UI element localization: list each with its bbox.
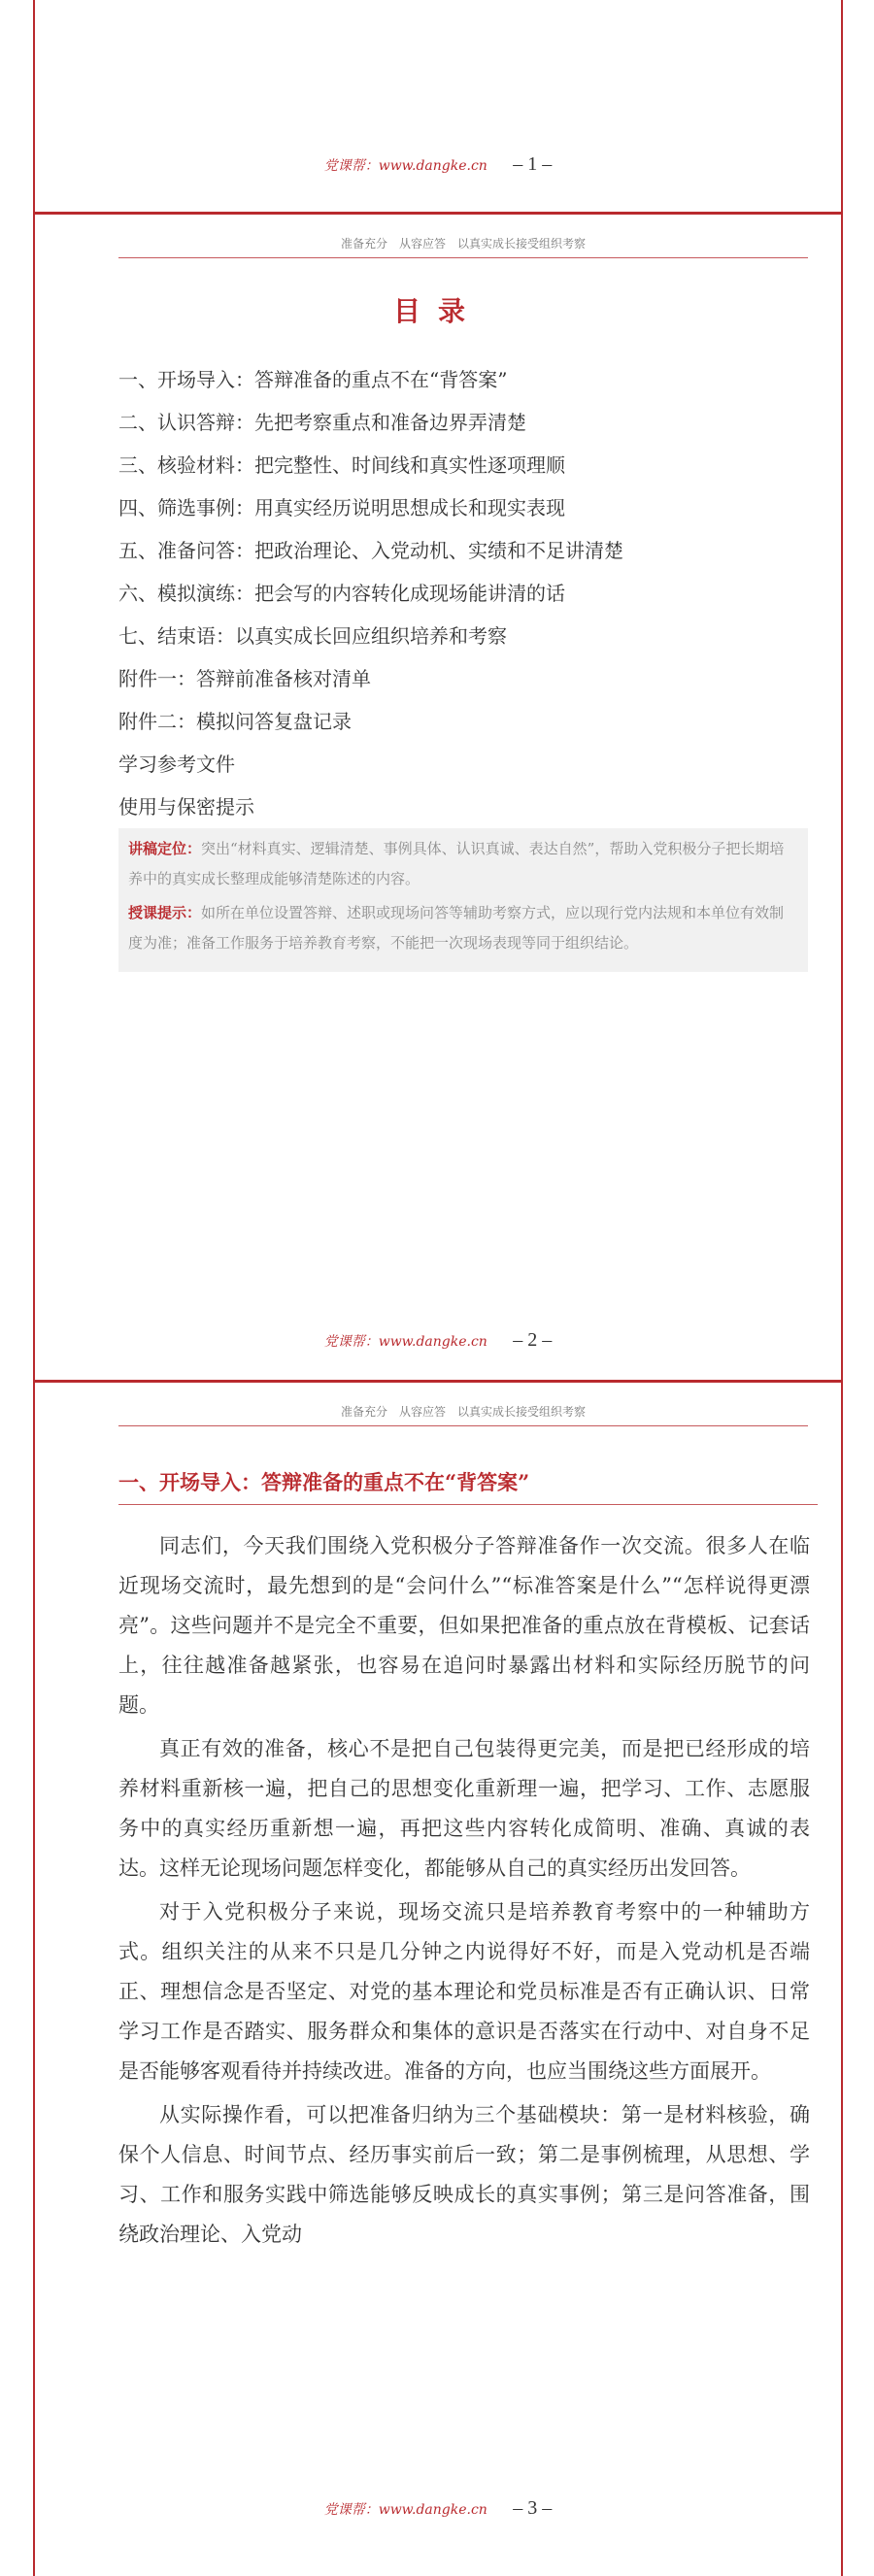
toc-item[interactable]: 二、认识答辩：先把考察重点和准备边界弄清楚 bbox=[118, 411, 526, 434]
positioning-note bbox=[128, 834, 798, 894]
footer-site: 党课帮：www.dangke.cn bbox=[323, 2502, 487, 2518]
page-header: 准备充分 从容应答 以真实成长接受组织考察 bbox=[118, 1403, 808, 1426]
toc-item[interactable]: 四、筛选事例：用真实经历说明思想成长和现实表现 bbox=[118, 496, 565, 519]
paragraph: 从实际操作看，可以把准备归纳为三个基础模块：第一是材料核验，确保个人信息、时间节点、经历事实前后一致；第二是事例梳理，从思想、学习、工作和服务实践中筛选能够反映成长的真实事例；第三是问答准备，围绕政治理论、入党动 bbox=[118, 2103, 810, 2246]
section-body bbox=[118, 1526, 810, 2258]
toc-item[interactable]: 使用与保密提示 bbox=[118, 795, 254, 819]
page-1 bbox=[33, 0, 843, 212]
page-2 bbox=[33, 215, 843, 1395]
page-number: – 2 – bbox=[513, 1329, 553, 1351]
paragraph: 对于入党积极分子来说，现场交流只是培养教育考察中的一种辅助方式。组织关注的从来不只是几分钟之内说得好不好，而是入党动机是否端正、理想信念是否坚定、对党的基本理论和党员标准是否有正确认识、日常学习工作是否踏实、服务群众和集体的意识是否落实在行动中、对自身不足是否能够客观看待并持续改进。准备的方向，也应当围绕这些方面展开。 bbox=[118, 1900, 810, 2083]
paragraph: 同志们，今天我们围绕入党积极分子答辩准备作一次交流。很多人在临近现场交流时，最先想到的是“会问什么”“标准答案是什么”“怎样说得更漂亮”。这些问题并不是完全不重要，但如果把准备的重点放在背模板、记套话上，往往越准备越紧张，也容易在追问时暴露出材料和实际经历脱节的问题。 bbox=[118, 1534, 810, 1717]
notes-box bbox=[118, 828, 808, 972]
note-text: 突出“材料真实、逻辑清楚、事例具体、认识真诚、表达自然”，帮助入党积极分子把长期培养中的真实成长整理成能够清楚陈述的内容。 bbox=[128, 840, 785, 887]
toc-item[interactable]: 附件一：答辩前准备核对清单 bbox=[118, 667, 371, 690]
toc-item[interactable]: 一、开场导入：答辩准备的重点不在“背答案” bbox=[118, 368, 508, 391]
page-header: 准备充分 从容应答 以真实成长接受组织考察 bbox=[118, 235, 808, 258]
teaching-tip bbox=[128, 898, 798, 958]
page-footer bbox=[35, 153, 841, 176]
toc-item[interactable]: 五、准备问答：把政治理论、入党动机、实绩和不足讲清楚 bbox=[118, 539, 623, 562]
section-title: 一、开场导入：答辩准备的重点不在“背答案” bbox=[118, 1467, 818, 1505]
page-number: – 1 – bbox=[513, 153, 553, 175]
page-footer bbox=[35, 1329, 841, 1352]
note-text: 如所在单位设置答辩、述职或现场问答等辅助考察方式，应以现行党内法规和本单位有效制度为准；准备工作服务于培养教育考察，不能把一次现场表现等同于组织结论。 bbox=[128, 904, 785, 952]
note-tag: 讲稿定位： bbox=[128, 840, 202, 857]
toc-list bbox=[118, 358, 808, 828]
footer-site: 党课帮：www.dangke.cn bbox=[323, 158, 487, 174]
footer-site: 党课帮：www.dangke.cn bbox=[323, 1334, 487, 1350]
note-tag: 授课提示： bbox=[128, 904, 202, 921]
page-number: – 3 – bbox=[513, 2497, 553, 2519]
paragraph: 真正有效的准备，核心不是把自己包装得更完美，而是把已经形成的培养材料重新核一遍，把自己的思想变化重新理一遍，把学习、工作、志愿服务中的真实经历重新想一遍，再把这些内容转化成简明、准确、真诚的表达。这样无论现场问题怎样变化，都能够从自己的真实经历出发回答。 bbox=[118, 1737, 810, 1880]
page-footer bbox=[35, 2497, 841, 2520]
toc-item[interactable]: 三、核验材料：把完整性、时间线和真实性逐项理顺 bbox=[118, 453, 565, 477]
toc-item[interactable]: 附件二：模拟问答复盘记录 bbox=[118, 710, 352, 733]
toc-item[interactable]: 学习参考文件 bbox=[118, 753, 235, 776]
toc-title: 目录 bbox=[392, 295, 483, 327]
toc-item[interactable]: 七、结束语：以真实成长回应组织培养和考察 bbox=[118, 624, 507, 648]
page-3 bbox=[33, 1383, 843, 2576]
toc-item[interactable]: 六、模拟演练：把会写的内容转化成现场能讲清的话 bbox=[118, 582, 565, 605]
